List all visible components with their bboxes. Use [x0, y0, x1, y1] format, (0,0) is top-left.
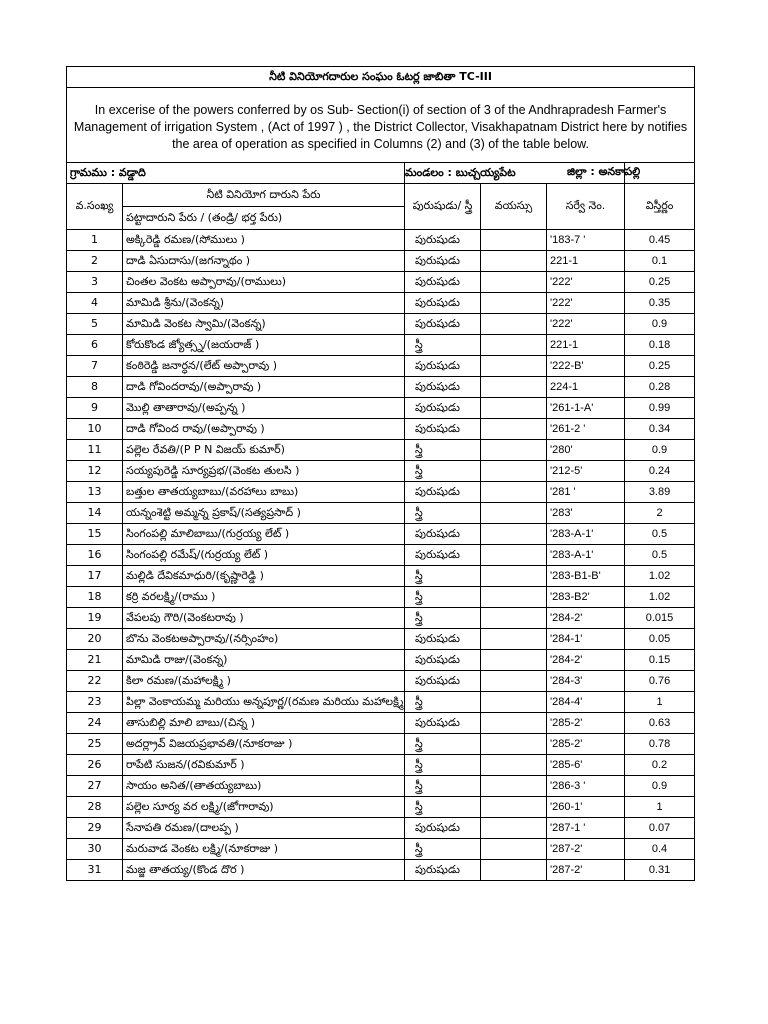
- survey-cell: '222': [547, 272, 625, 293]
- age-cell: [481, 524, 547, 545]
- notification-text: In excerise of the powers conferred by os Sub- Section(i) of section of 3 of the Andhrapradesh Farmer's Management of irrigation System , (Act of 1997 ) , the District Collector, Visakhapatnam District here by notifies the area of operation as specified in Columns (2) and (3) of the table below.: [67, 88, 695, 163]
- table-row: [67, 818, 695, 839]
- table-row: [67, 230, 695, 251]
- location-row: [67, 163, 695, 184]
- name-cell: కంఠిరెడ్డి జనార్ధన/(లేట్ అప్పారావు ): [123, 356, 405, 377]
- gender-cell: పురుషుడు: [405, 230, 481, 251]
- table-row: [67, 335, 695, 356]
- name-cell: సింగంపల్లి మాలిబాబు/(గుర్రయ్య లేట్ ): [123, 524, 405, 545]
- mandal-label: మండలం : బుచ్చయ్యపేట: [405, 163, 625, 184]
- survey-cell: '281 ': [547, 482, 625, 503]
- table-row: [67, 272, 695, 293]
- extent-cell: 0.07: [625, 818, 695, 839]
- gender-cell: పురుషుడు: [405, 671, 481, 692]
- header-extent: విస్తీర్ణం: [625, 184, 695, 230]
- extent-cell: 0.31: [625, 860, 695, 881]
- gender-cell: పురుషుడు: [405, 356, 481, 377]
- voter-list-table: [66, 66, 695, 881]
- name-cell: మామిడి శ్రీను/(వెంకన్న): [123, 293, 405, 314]
- serial-cell: 17: [67, 566, 123, 587]
- extent-cell: 0.2: [625, 755, 695, 776]
- serial-cell: 25: [67, 734, 123, 755]
- survey-cell: '260-1': [547, 797, 625, 818]
- serial-cell: 15: [67, 524, 123, 545]
- serial-cell: 16: [67, 545, 123, 566]
- document-title: నీటి వినియోగదారుల సంఘం ఓటర్ల జాబితా TC-III: [67, 67, 695, 88]
- gender-cell: స్త్రీ: [405, 461, 481, 482]
- age-cell: [481, 482, 547, 503]
- age-cell: [481, 230, 547, 251]
- table-row: [67, 650, 695, 671]
- serial-cell: 10: [67, 419, 123, 440]
- table-row: [67, 377, 695, 398]
- age-cell: [481, 713, 547, 734]
- extent-cell: 0.15: [625, 650, 695, 671]
- header-age: వయస్సు: [481, 184, 547, 230]
- survey-cell: '283-B1-B': [547, 566, 625, 587]
- serial-cell: 1: [67, 230, 123, 251]
- table-row: [67, 461, 695, 482]
- age-cell: [481, 335, 547, 356]
- survey-cell: '283-B2': [547, 587, 625, 608]
- survey-cell: '222': [547, 293, 625, 314]
- name-cell: దాడి గోవిందరావు/(అప్పారావు ): [123, 377, 405, 398]
- district-label: జిల్లా : అనకాపల్లి: [625, 163, 695, 184]
- table-row: [67, 860, 695, 881]
- name-cell: దాడి గోవింద రావు/(అప్పారావు ): [123, 419, 405, 440]
- survey-cell: '284-1': [547, 629, 625, 650]
- table-row: [67, 251, 695, 272]
- header-survey-no: సర్వే నెం.: [547, 184, 625, 230]
- age-cell: [481, 776, 547, 797]
- table-row: [67, 839, 695, 860]
- gender-cell: పురుషుడు: [405, 482, 481, 503]
- extent-cell: 0.25: [625, 356, 695, 377]
- extent-cell: 0.76: [625, 671, 695, 692]
- name-cell: మామిడి వెంకట స్వామి/(వెంకన్న): [123, 314, 405, 335]
- age-cell: [481, 650, 547, 671]
- gender-cell: పురుషుడు: [405, 650, 481, 671]
- name-cell: చింతల వెంకట అప్పారావు/(రాములు): [123, 272, 405, 293]
- survey-cell: 224-1: [547, 377, 625, 398]
- gender-cell: పురుషుడు: [405, 377, 481, 398]
- age-cell: [481, 461, 547, 482]
- gender-cell: పురుషుడు: [405, 398, 481, 419]
- survey-cell: 221-1: [547, 335, 625, 356]
- extent-cell: 1.02: [625, 566, 695, 587]
- name-cell: కర్రి వరలక్ష్మి/(రాము ): [123, 587, 405, 608]
- extent-cell: 0.05: [625, 629, 695, 650]
- table-row: [67, 566, 695, 587]
- name-cell: సేనాపతి రమణ/(దాలప్ప ): [123, 818, 405, 839]
- serial-cell: 6: [67, 335, 123, 356]
- age-cell: [481, 398, 547, 419]
- extent-cell: 0.78: [625, 734, 695, 755]
- table-row: [67, 587, 695, 608]
- age-cell: [481, 377, 547, 398]
- age-cell: [481, 314, 547, 335]
- table-row: [67, 629, 695, 650]
- table-row: [67, 734, 695, 755]
- gender-cell: పురుషుడు: [405, 314, 481, 335]
- gender-cell: పురుషుడు: [405, 860, 481, 881]
- name-cell: కిలా రమణ/(మహాలక్ష్మి ): [123, 671, 405, 692]
- serial-cell: 27: [67, 776, 123, 797]
- gender-cell: స్త్రీ: [405, 839, 481, 860]
- age-cell: [481, 797, 547, 818]
- header-row-top: [67, 184, 695, 207]
- table-row: [67, 356, 695, 377]
- name-cell: సాయం అనిత/(తాతయ్యబాబు): [123, 776, 405, 797]
- survey-cell: '286-3 ': [547, 776, 625, 797]
- age-cell: [481, 503, 547, 524]
- age-cell: [481, 755, 547, 776]
- survey-cell: '280': [547, 440, 625, 461]
- gender-cell: స్త్రీ: [405, 335, 481, 356]
- survey-cell: '283-A-1': [547, 545, 625, 566]
- serial-cell: 4: [67, 293, 123, 314]
- table-row: [67, 713, 695, 734]
- age-cell: [481, 629, 547, 650]
- table-row: [67, 482, 695, 503]
- gender-cell: పురుషుడు: [405, 713, 481, 734]
- name-cell: బొను వెంకటఅప్పారావు/(నర్సింహం): [123, 629, 405, 650]
- survey-cell: '222': [547, 314, 625, 335]
- extent-cell: 0.18: [625, 335, 695, 356]
- survey-cell: '284-3': [547, 671, 625, 692]
- table-row: [67, 398, 695, 419]
- name-cell: అక్కిరెడ్డి రమణ/(సోములు ): [123, 230, 405, 251]
- extent-cell: 0.99: [625, 398, 695, 419]
- gender-cell: పురుషుడు: [405, 251, 481, 272]
- survey-cell: '222-B': [547, 356, 625, 377]
- extent-cell: 0.9: [625, 314, 695, 335]
- age-cell: [481, 734, 547, 755]
- serial-cell: 8: [67, 377, 123, 398]
- name-cell: పిల్లా వెంకాయమ్మ మరియు అన్నపూర్ణ/(రమణ మరియు మహాలక్ష్మి: [123, 692, 405, 713]
- gender-cell: స్త్రీ: [405, 566, 481, 587]
- age-cell: [481, 860, 547, 881]
- name-cell: సింగంపల్లి రమేష్/(గుర్రయ్య లేట్ ): [123, 545, 405, 566]
- gender-cell: స్త్రీ: [405, 755, 481, 776]
- header-user-name: నీటి వినియోగ దారుని పేరు: [123, 184, 405, 207]
- extent-cell: 0.25: [625, 272, 695, 293]
- extent-cell: 0.28: [625, 377, 695, 398]
- extent-cell: 0.4: [625, 839, 695, 860]
- survey-cell: '261-1-A': [547, 398, 625, 419]
- age-cell: [481, 566, 547, 587]
- gender-cell: స్త్రీ: [405, 734, 481, 755]
- table-row: [67, 776, 695, 797]
- name-cell: మరువాడ వెంకట లక్ష్మి/(నూకరాజు ): [123, 839, 405, 860]
- extent-cell: 2: [625, 503, 695, 524]
- gender-cell: స్త్రీ: [405, 797, 481, 818]
- table-row: [67, 797, 695, 818]
- age-cell: [481, 839, 547, 860]
- survey-cell: '287-1 ': [547, 818, 625, 839]
- serial-cell: 9: [67, 398, 123, 419]
- header-gender: పురుషుడు/ స్త్రీ: [405, 184, 481, 230]
- survey-cell: '261-2 ': [547, 419, 625, 440]
- name-cell: మామిడి రాజు/(వెంకన్న): [123, 650, 405, 671]
- name-cell: సయ్యపురెడ్డి సూర్యప్రభ/(వెంకట తులసి ): [123, 461, 405, 482]
- name-cell: పల్లెల రేవతి/(P P N విజయ్ కుమార్): [123, 440, 405, 461]
- survey-cell: '284-2': [547, 608, 625, 629]
- extent-cell: 0.5: [625, 545, 695, 566]
- survey-cell: '284-4': [547, 692, 625, 713]
- extent-cell: 0.35: [625, 293, 695, 314]
- extent-cell: 1: [625, 692, 695, 713]
- extent-cell: 0.63: [625, 713, 695, 734]
- gender-cell: పురుషుడు: [405, 524, 481, 545]
- serial-cell: 19: [67, 608, 123, 629]
- serial-cell: 3: [67, 272, 123, 293]
- header-serial: వ.సంఖ్య: [67, 184, 123, 230]
- extent-cell: 0.34: [625, 419, 695, 440]
- table-row: [67, 755, 695, 776]
- village-label: గ్రామము : వడ్డాది: [67, 163, 405, 184]
- gender-cell: పురుషుడు: [405, 629, 481, 650]
- name-cell: అదర్ల్రావ్ విజయప్రభావతి/(నూకరాజు ): [123, 734, 405, 755]
- survey-cell: '183-7 ': [547, 230, 625, 251]
- gender-cell: స్త్రీ: [405, 776, 481, 797]
- survey-cell: '212-5': [547, 461, 625, 482]
- survey-cell: '287-2': [547, 860, 625, 881]
- survey-cell: '285-2': [547, 734, 625, 755]
- serial-cell: 14: [67, 503, 123, 524]
- table-row: [67, 419, 695, 440]
- serial-cell: 5: [67, 314, 123, 335]
- table-row: [67, 314, 695, 335]
- serial-cell: 12: [67, 461, 123, 482]
- age-cell: [481, 587, 547, 608]
- gender-cell: పురుషుడు: [405, 293, 481, 314]
- name-cell: మొల్లి తాతారావు/(అప్పన్న ): [123, 398, 405, 419]
- serial-cell: 11: [67, 440, 123, 461]
- serial-cell: 29: [67, 818, 123, 839]
- name-cell: పల్లెల సూర్య వర లక్ష్మి/(జోగారావు): [123, 797, 405, 818]
- table-row: [67, 608, 695, 629]
- name-cell: బత్తుల తాతయ్యబాబు/(వరహాలు బాబు): [123, 482, 405, 503]
- age-cell: [481, 440, 547, 461]
- table-row: [67, 692, 695, 713]
- serial-cell: 21: [67, 650, 123, 671]
- serial-cell: 20: [67, 629, 123, 650]
- name-cell: వేపలపు గౌరి/(వెంకటరావు ): [123, 608, 405, 629]
- survey-cell: '285-2': [547, 713, 625, 734]
- extent-cell: 0.9: [625, 440, 695, 461]
- name-cell: కోరుకొండ జ్యోత్స్న/(జయరాజ్ ): [123, 335, 405, 356]
- gender-cell: పురుషుడు: [405, 272, 481, 293]
- extent-cell: 0.015: [625, 608, 695, 629]
- age-cell: [481, 251, 547, 272]
- notice-row: [67, 88, 695, 163]
- age-cell: [481, 272, 547, 293]
- title-row: [67, 67, 695, 88]
- serial-cell: 28: [67, 797, 123, 818]
- age-cell: [481, 608, 547, 629]
- table-row: [67, 503, 695, 524]
- name-cell: దాడి ఏసుదాసు/(జగన్నాథం ): [123, 251, 405, 272]
- extent-cell: 1.02: [625, 587, 695, 608]
- extent-cell: 0.45: [625, 230, 695, 251]
- gender-cell: స్త్రీ: [405, 692, 481, 713]
- serial-cell: 31: [67, 860, 123, 881]
- survey-cell: 221-1: [547, 251, 625, 272]
- age-cell: [481, 692, 547, 713]
- table-row: [67, 671, 695, 692]
- name-cell: రాపేటి సుజన/(రవికుమార్ ): [123, 755, 405, 776]
- table-row: [67, 293, 695, 314]
- name-cell: యన్నంశెట్టి అమ్మన్న ప్రకాష్/(సత్యప్రసాద్ ): [123, 503, 405, 524]
- serial-cell: 22: [67, 671, 123, 692]
- age-cell: [481, 818, 547, 839]
- age-cell: [481, 419, 547, 440]
- serial-cell: 18: [67, 587, 123, 608]
- survey-cell: '283-A-1': [547, 524, 625, 545]
- table-row: [67, 545, 695, 566]
- name-cell: మల్లిడి దేవికమాధురి/(కృష్ణారెడ్డి ): [123, 566, 405, 587]
- serial-cell: 24: [67, 713, 123, 734]
- gender-cell: స్త్రీ: [405, 587, 481, 608]
- gender-cell: స్త్రీ: [405, 440, 481, 461]
- age-cell: [481, 545, 547, 566]
- serial-cell: 13: [67, 482, 123, 503]
- age-cell: [481, 293, 547, 314]
- age-cell: [481, 671, 547, 692]
- extent-cell: 0.5: [625, 524, 695, 545]
- gender-cell: స్త్రీ: [405, 503, 481, 524]
- survey-cell: '285-6': [547, 755, 625, 776]
- header-pattadar-name: పట్టాదారుని పేరు / (తండ్రి/ భర్త పేరు): [123, 207, 405, 230]
- gender-cell: పురుషుడు: [405, 818, 481, 839]
- extent-cell: 0.1: [625, 251, 695, 272]
- extent-cell: 3.89: [625, 482, 695, 503]
- serial-cell: 2: [67, 251, 123, 272]
- serial-cell: 30: [67, 839, 123, 860]
- serial-cell: 7: [67, 356, 123, 377]
- survey-cell: '283': [547, 503, 625, 524]
- serial-cell: 26: [67, 755, 123, 776]
- survey-cell: '287-2': [547, 839, 625, 860]
- gender-cell: పురుషుడు: [405, 545, 481, 566]
- extent-cell: 1: [625, 797, 695, 818]
- serial-cell: 23: [67, 692, 123, 713]
- table-row: [67, 524, 695, 545]
- name-cell: మజ్జ తాతయ్య/(కొండ దొర ): [123, 860, 405, 881]
- extent-cell: 0.24: [625, 461, 695, 482]
- name-cell: తాసుబిల్లి మాలి బాబు/(చిన్న ): [123, 713, 405, 734]
- gender-cell: పురుషుడు: [405, 419, 481, 440]
- survey-cell: '284-2': [547, 650, 625, 671]
- table-row: [67, 440, 695, 461]
- gender-cell: స్త్రీ: [405, 608, 481, 629]
- age-cell: [481, 356, 547, 377]
- extent-cell: 0.9: [625, 776, 695, 797]
